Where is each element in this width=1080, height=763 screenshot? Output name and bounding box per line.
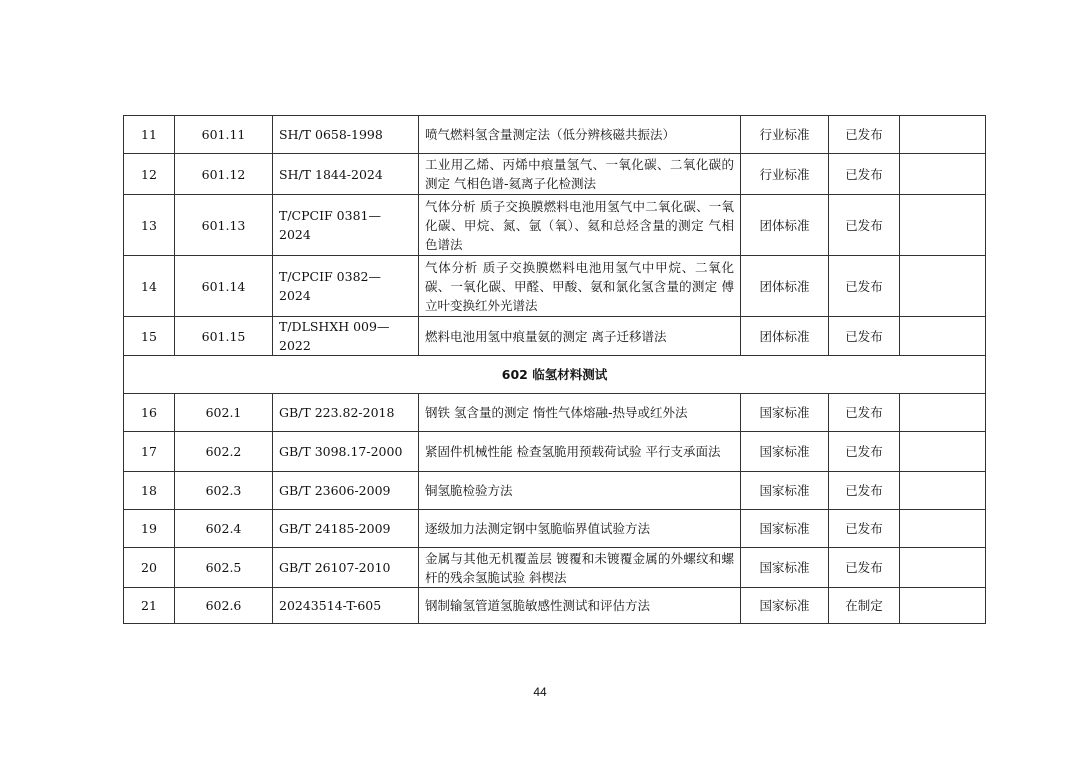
row-number: 11 [124,116,175,154]
table-row [124,195,986,256]
standard-status: 已发布 [829,317,900,356]
table-row [124,432,986,472]
standard-number: T/CPCIF 0382—2024 [273,256,419,317]
row-number: 15 [124,317,175,356]
standard-status: 已发布 [829,432,900,472]
category-code: 602.6 [175,588,273,624]
standard-status: 已发布 [829,548,900,588]
standard-name: 金属与其他无机覆盖层 镀覆和未镀覆金属的外螺纹和螺杆的残余氢脆试验 斜楔法 [419,548,741,588]
category-code: 602.2 [175,432,273,472]
standard-status: 在制定 [829,588,900,624]
remarks-cell [900,548,986,588]
remarks-cell [900,256,986,317]
standards-table [123,115,986,624]
standard-name: 逐级加力法测定钢中氢脆临界值试验方法 [419,510,741,548]
standard-type: 行业标准 [741,154,829,195]
row-number: 21 [124,588,175,624]
standard-type: 国家标准 [741,432,829,472]
standard-number: GB/T 23606-2009 [273,472,419,510]
standard-name: 工业用乙烯、丙烯中痕量氢气、一氧化碳、二氧化碳的测定 气相色谱-氦离子化检测法 [419,154,741,195]
standard-type: 国家标准 [741,394,829,432]
table-row [124,588,986,624]
standard-status: 已发布 [829,154,900,195]
table-row [124,548,986,588]
page-number: 44 [533,685,547,699]
standard-status: 已发布 [829,472,900,510]
category-code: 601.11 [175,116,273,154]
remarks-cell [900,195,986,256]
standard-number: SH/T 0658-1998 [273,116,419,154]
table-row [124,256,986,317]
standard-type: 国家标准 [741,588,829,624]
standard-status: 已发布 [829,195,900,256]
table-row [124,116,986,154]
standard-name: 紧固件机械性能 检查氢脆用预载荷试验 平行支承面法 [419,432,741,472]
row-number: 13 [124,195,175,256]
standard-status: 已发布 [829,394,900,432]
standard-type: 团体标准 [741,195,829,256]
table-row [124,472,986,510]
standard-name: 喷气燃料氢含量测定法（低分辨核磁共振法） [419,116,741,154]
remarks-cell [900,394,986,432]
standard-type: 国家标准 [741,510,829,548]
category-code: 601.14 [175,256,273,317]
standard-name: 钢铁 氢含量的测定 惰性气体熔融-热导或红外法 [419,394,741,432]
table-row [124,317,986,356]
category-code: 602.1 [175,394,273,432]
category-code: 601.15 [175,317,273,356]
standard-number: GB/T 24185-2009 [273,510,419,548]
standard-status: 已发布 [829,116,900,154]
remarks-cell [900,472,986,510]
table-body [124,116,986,624]
standard-type: 团体标准 [741,317,829,356]
standard-number: GB/T 3098.17-2000 [273,432,419,472]
standard-name: 气体分析 质子交换膜燃料电池用氢气中二氧化碳、一氧化碳、甲烷、氮、氩（氧）、氦和总烃含量的测定 气相色谱法 [419,195,741,256]
standard-number: SH/T 1844-2024 [273,154,419,195]
row-number: 19 [124,510,175,548]
remarks-cell [900,317,986,356]
section-row [124,356,986,394]
row-number: 18 [124,472,175,510]
standard-status: 已发布 [829,256,900,317]
remarks-cell [900,154,986,195]
table-row [124,394,986,432]
standard-number: GB/T 26107-2010 [273,548,419,588]
standard-status: 已发布 [829,510,900,548]
table-row [124,154,986,195]
standard-type: 团体标准 [741,256,829,317]
section-title: 602 临氢材料测试 [124,356,986,394]
standard-name: 钢制输氢管道氢脆敏感性测试和评估方法 [419,588,741,624]
remarks-cell [900,510,986,548]
category-code: 602.3 [175,472,273,510]
category-code: 602.5 [175,548,273,588]
standard-name: 铜氢脆检验方法 [419,472,741,510]
remarks-cell [900,432,986,472]
remarks-cell [900,116,986,154]
standard-number: T/DLSHXH 009—2022 [273,317,419,356]
row-number: 14 [124,256,175,317]
standard-type: 国家标准 [741,548,829,588]
row-number: 17 [124,432,175,472]
table-row [124,510,986,548]
standard-number: GB/T 223.82-2018 [273,394,419,432]
row-number: 12 [124,154,175,195]
standard-number: T/CPCIF 0381—2024 [273,195,419,256]
category-code: 601.12 [175,154,273,195]
row-number: 20 [124,548,175,588]
standard-type: 国家标准 [741,472,829,510]
category-code: 602.4 [175,510,273,548]
standard-number: 20243514-T-605 [273,588,419,624]
standard-type: 行业标准 [741,116,829,154]
standard-name: 燃料电池用氢中痕量氨的测定 离子迁移谱法 [419,317,741,356]
row-number: 16 [124,394,175,432]
category-code: 601.13 [175,195,273,256]
standard-name: 气体分析 质子交换膜燃料电池用氢气中甲烷、二氧化碳、一氧化碳、甲醛、甲酸、氨和氯化氢含量的测定 傅立叶变换红外光谱法 [419,256,741,317]
remarks-cell [900,588,986,624]
